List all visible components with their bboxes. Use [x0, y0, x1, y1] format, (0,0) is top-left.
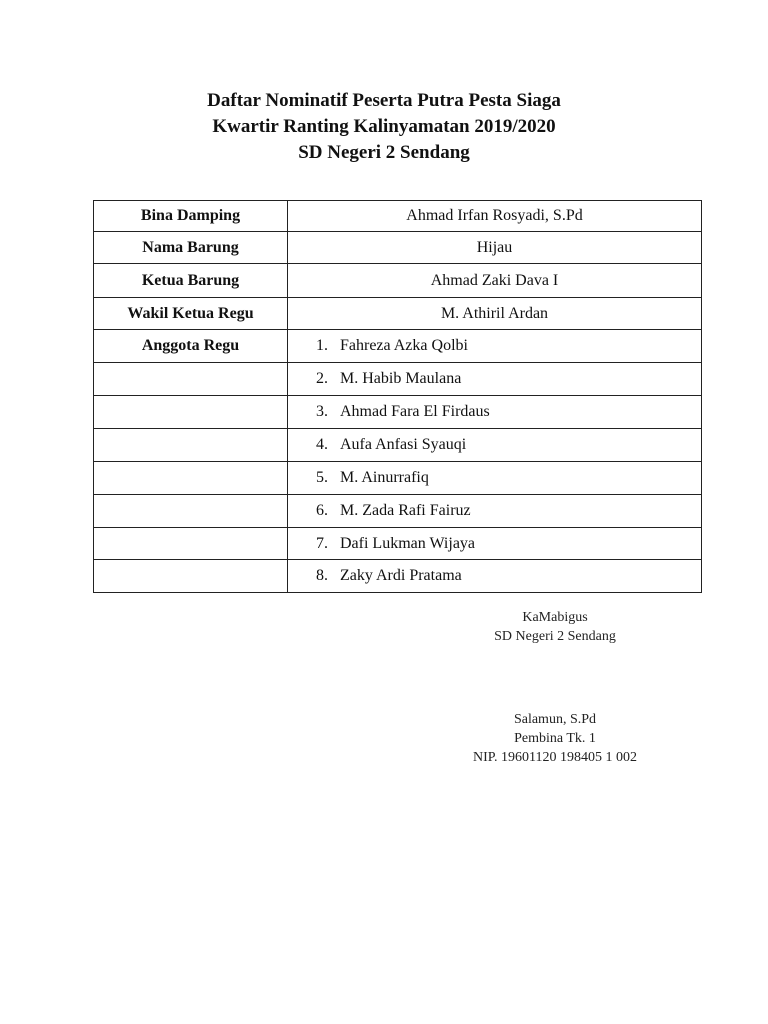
- table-row: [94, 363, 702, 396]
- row-value-bina-damping: Ahmad Irfan Rosyadi, S.Pd: [288, 201, 702, 232]
- table-row: [94, 560, 702, 593]
- member-item: [288, 560, 702, 593]
- member-name: Aufa Anfasi Syauqi: [340, 436, 467, 453]
- row-label-wakil-ketua: Wakil Ketua Regu: [94, 298, 288, 330]
- table-row: [94, 232, 702, 264]
- signature-header: [420, 608, 690, 646]
- member-number: 1.: [316, 337, 328, 354]
- signatory-rank: Pembina Tk. 1: [514, 731, 596, 746]
- signatory-nip: NIP. 19601120 198405 1 002: [473, 750, 637, 765]
- member-name: Ahmad Fara El Firdaus: [340, 403, 490, 420]
- row-value-wakil-ketua: M. Athiril Ardan: [288, 298, 702, 330]
- member-item: [288, 462, 702, 495]
- table-row: [94, 298, 702, 330]
- member-item: [288, 330, 702, 363]
- member-number: 3.: [316, 403, 328, 420]
- row-label-bina-damping: Bina Damping: [94, 201, 288, 232]
- member-item: [288, 495, 702, 528]
- row-label-anggota-regu: Anggota Regu: [94, 330, 288, 363]
- table-row: [94, 528, 702, 560]
- table-row: [94, 330, 702, 363]
- member-name: Dafi Lukman Wijaya: [340, 534, 476, 552]
- member-item: [288, 429, 702, 462]
- roster-table: [93, 200, 702, 593]
- member-number: 8.: [316, 567, 328, 584]
- row-label-empty: [94, 528, 288, 560]
- signatory-name: Salamun, S.Pd: [513, 712, 597, 727]
- member-name: M. Habib Maulana: [340, 370, 462, 387]
- table-row: [94, 201, 702, 232]
- row-label-ketua-barung: Ketua Barung: [94, 264, 288, 298]
- title-line-1: Daftar Nominatif Peserta Putra Pesta Siaga: [207, 90, 561, 111]
- member-name: M. Ainurrafiq: [340, 469, 429, 486]
- member-number: 7.: [316, 534, 328, 552]
- member-number: 6.: [316, 502, 328, 519]
- member-number: 2.: [316, 370, 328, 387]
- title-line-2: Kwartir Ranting Kalinyamatan 2019/2020: [212, 116, 556, 137]
- signature-role: KaMabigus: [522, 610, 588, 625]
- table-row: [94, 264, 702, 298]
- member-name: M. Zada Rafi Fairuz: [340, 502, 471, 519]
- member-number: 5.: [316, 469, 328, 486]
- row-label-empty: [94, 560, 288, 593]
- member-item: [288, 528, 702, 560]
- document-title: [0, 88, 768, 166]
- member-number: 4.: [316, 436, 328, 453]
- table-row: [94, 462, 702, 495]
- member-name: Fahreza Azka Qolbi: [340, 337, 468, 354]
- row-label-empty: [94, 495, 288, 528]
- row-label-empty: [94, 429, 288, 462]
- title-line-3: SD Negeri 2 Sendang: [298, 142, 470, 163]
- member-item: [288, 363, 702, 396]
- row-value-ketua-barung: Ahmad Zaki Dava I: [288, 264, 702, 298]
- table-row: [94, 495, 702, 528]
- table-row: [94, 396, 702, 429]
- row-value-nama-barung: Hijau: [288, 232, 702, 264]
- row-label-empty: [94, 462, 288, 495]
- signature-block: [420, 710, 690, 767]
- signature-school: SD Negeri 2 Sendang: [494, 629, 616, 644]
- row-label-empty: [94, 396, 288, 429]
- table-row: [94, 429, 702, 462]
- member-item: [288, 396, 702, 429]
- row-label-nama-barung: Nama Barung: [94, 232, 288, 264]
- row-label-empty: [94, 363, 288, 396]
- member-name: Zaky Ardi Pratama: [340, 567, 462, 584]
